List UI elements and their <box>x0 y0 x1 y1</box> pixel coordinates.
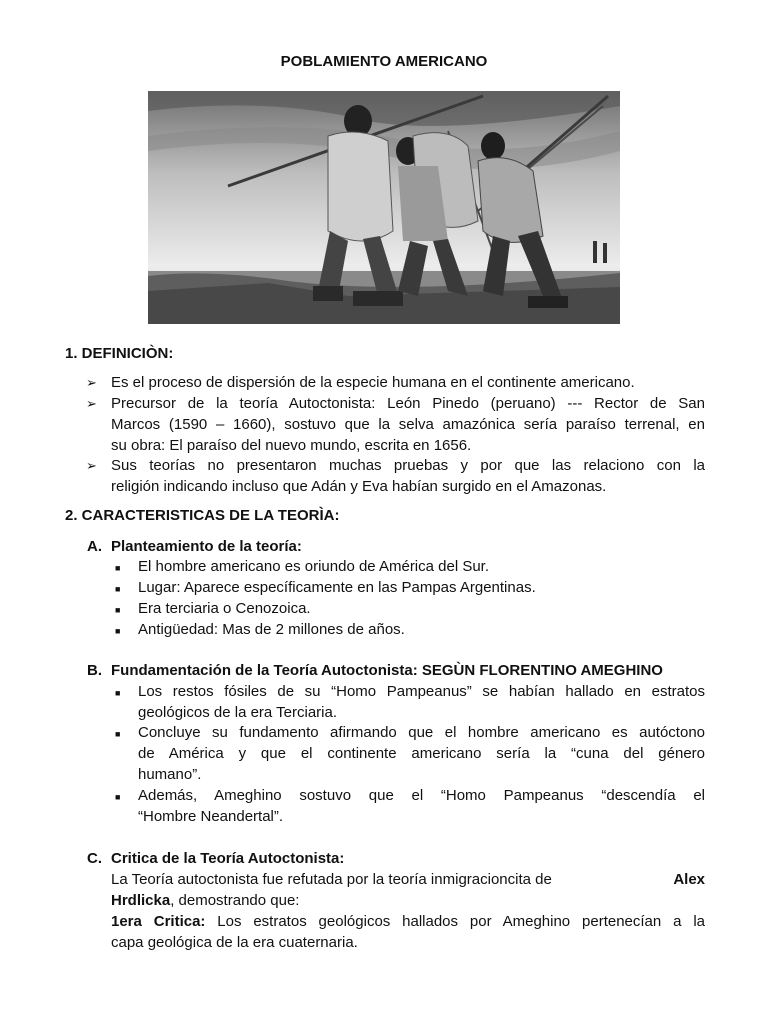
fundamentacion-bullet-2-line-2: de América y que el continente americano sería la “cuna del género <box>138 745 705 762</box>
fundamentacion-bullet-1-line-2: geológicos de la era Terciaria. <box>138 704 338 721</box>
square-bullet-icon: ■ <box>115 792 121 802</box>
critica-line-3 <box>111 911 705 932</box>
square-bullet-icon: ■ <box>115 584 121 594</box>
critica-line-4: capa geológica de la era cuaternaria. <box>111 934 358 951</box>
subsection-b-label: B. <box>87 662 102 679</box>
square-bullet-icon: ■ <box>115 626 121 636</box>
critica-line-1 <box>111 869 705 890</box>
arrow-bullet-icon: ➢ <box>86 396 97 411</box>
definition-bullet-2-line-2: Marcos (1590 – 1660), sostuvo que la selva amazónica sería paraíso terrenal, en <box>111 416 705 433</box>
arrow-bullet-icon: ➢ <box>86 375 97 390</box>
critica-line-2-text: , demostrando que: <box>170 892 300 909</box>
fundamentacion-bullet-2-line-1: Concluye su fundamento afirmando que el hombre americano es autóctono <box>138 724 705 741</box>
definition-bullet-1: Es el proceso de dispersión de la especie humana en el continente americano. <box>111 374 635 391</box>
fundamentacion-bullet-3-line-1: Además, Ameghino sostuvo que el “Homo Pampeanus “descendía el <box>138 787 705 804</box>
subsection-c-label: C. <box>87 850 102 867</box>
fundamentacion-bullet-1-line-1: Los restos fósiles de su “Homo Pampeanus” se habían hallado en estratos <box>138 683 705 700</box>
definition-bullet-3-line-2: religión indicando incluso que Adán y Eva habían surgido en el Amazonas. <box>111 478 607 495</box>
square-bullet-icon: ■ <box>115 688 121 698</box>
square-bullet-icon: ■ <box>115 563 121 573</box>
subsection-b-title: Fundamentación de la Teoría Autoctonista: SEGÙN FLORENTINO AMEGHINO <box>111 662 663 679</box>
fundamentacion-bullet-2-line-3: humano”. <box>138 766 202 783</box>
subsection-a-title: Planteamiento de la teoría: <box>111 538 302 555</box>
page-title: POBLAMIENTO AMERICANO <box>280 53 488 70</box>
planteamiento-item-1: El hombre americano es oriundo de América del Sur. <box>138 558 490 575</box>
fundamentacion-bullet-3-line-2: “Hombre Neandertal”. <box>138 808 284 825</box>
critica-line-3-text: Los estratos geológicos hallados por Ameghino pertenecían a la <box>205 913 705 930</box>
planteamiento-item-3: Era terciaria o Cenozoica. <box>138 600 311 617</box>
planteamiento-item-4: Antigüedad: Mas de 2 millones de años. <box>138 621 405 638</box>
critica-line-1-text: La Teoría autoctonista fue refutada por la teoría inmigracioncita de <box>111 871 552 888</box>
critica-author-first-name: Alex <box>673 871 705 888</box>
subsection-a-label: A. <box>87 538 102 555</box>
definition-bullet-3-line-1: Sus teorías no presentaron muchas pruebas y por que las relaciono con la <box>111 457 705 474</box>
critica-line-2 <box>111 890 299 911</box>
arrow-bullet-icon: ➢ <box>86 458 97 473</box>
square-bullet-icon: ■ <box>115 729 121 739</box>
section-heading-definicion: 1. DEFINICIÒN: <box>65 345 174 362</box>
definition-bullet-2-line-3: su obra: El paraíso del nuevo mundo, escrita en 1656. <box>111 437 472 454</box>
early-humans-illustration <box>148 91 620 324</box>
planteamiento-item-2: Lugar: Aparece específicamente en las Pampas Argentinas. <box>138 579 536 596</box>
critica-first-label: 1era Critica: <box>111 913 206 930</box>
critica-author-last-name: Hrdlicka <box>111 892 171 909</box>
definition-bullet-2-line-1: Precursor de la teoría Autoctonista: León Pinedo (peruano) --- Rector de San <box>111 395 705 412</box>
square-bullet-icon: ■ <box>115 605 121 615</box>
subsection-c-title: Critica de la Teoría Autoctonista: <box>111 850 345 867</box>
section-heading-caracteristicas: 2. CARACTERISTICAS DE LA TEORÌA: <box>65 507 340 524</box>
